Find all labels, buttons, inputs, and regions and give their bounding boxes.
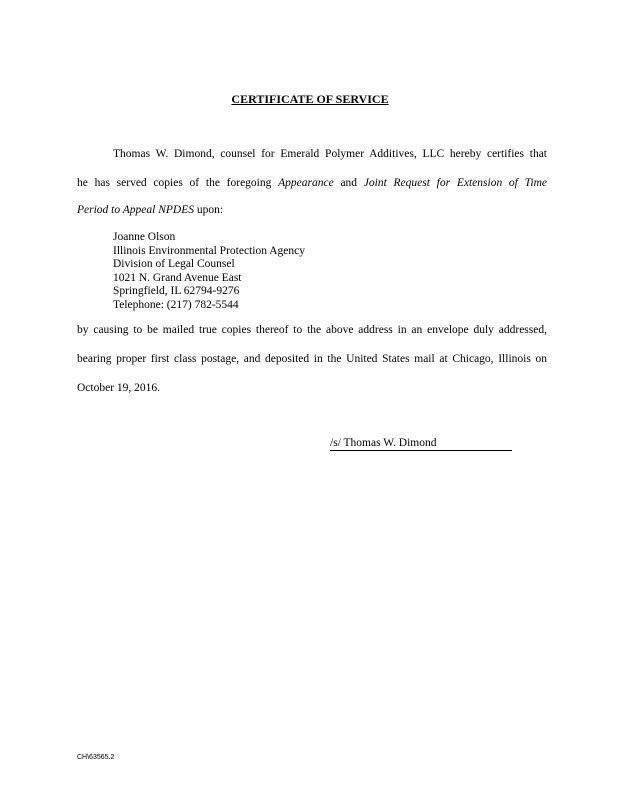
- body-line-1: Thomas W. Dimond, counsel for Emerald Polymer Additives, LLC hereby certifies that: [113, 148, 547, 160]
- closing-line-1: by causing to be mailed true copies thereof to the above address in an envelope duly addressed,: [77, 324, 547, 336]
- recipient-street: 1021 N. Grand Avenue East: [113, 271, 242, 284]
- document-title: CERTIFICATE OF SERVICE: [231, 92, 389, 106]
- document-footer-code: CH\63565.2: [77, 754, 115, 761]
- body-line-2-prefix: he has served copies of the foregoing: [77, 177, 279, 189]
- body-line-3: [77, 204, 547, 216]
- body-line-2: [77, 177, 547, 189]
- recipient-city-state-zip: Springfield, IL 62794-9276: [113, 285, 240, 298]
- appearance-title: Appearance: [278, 177, 334, 189]
- recipient-address-block: [113, 231, 305, 313]
- closing-line-3: October 19, 2016.: [77, 382, 161, 394]
- body-line-2-mid: and: [333, 177, 364, 189]
- recipient-telephone: Telephone: (217) 782-5544: [113, 298, 239, 311]
- closing-line-2: bearing proper first class postage, and deposited in the United States mail at Chicago, Illinois on: [77, 353, 547, 365]
- recipient-name: Joanne Olson: [113, 231, 176, 243]
- recipient-division: Division of Legal Counsel: [113, 258, 235, 271]
- signature-line: /s/ Thomas W. Dimond: [330, 436, 512, 451]
- body-line-3-suffix: upon:: [194, 204, 224, 216]
- joint-request-title-cont: Period to Appeal NPDES: [77, 204, 195, 216]
- joint-request-title: Joint Request for Extension of Time: [363, 177, 547, 189]
- recipient-agency: Illinois Environmental Protection Agency: [113, 244, 305, 257]
